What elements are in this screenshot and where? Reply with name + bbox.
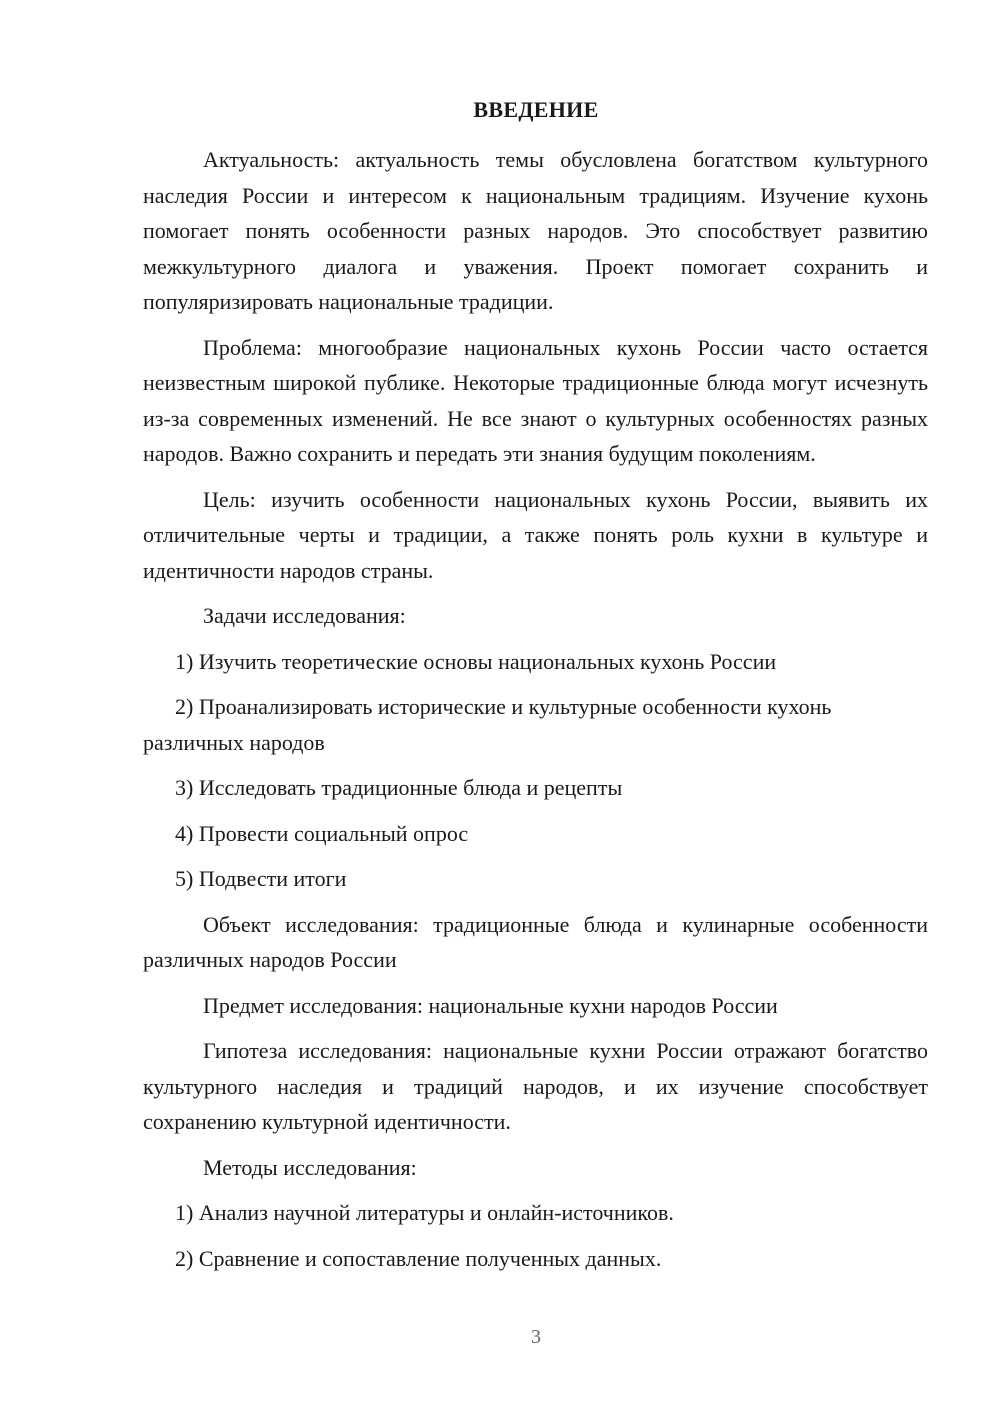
document-body (143, 142, 928, 1286)
goal-paragraph: Цель: изучить особенности национальных кухонь России, выявить их отличительные черты и традиции, а также понять роль кухни в культуре и идентичности народов страны. (143, 486, 928, 583)
tasks-heading: Задачи исследования: (203, 603, 406, 628)
task-item: 4) Провести социальный опрос (175, 820, 469, 846)
task-item: 3) Исследовать традиционные блюда и рецепты (175, 775, 623, 800)
relevance-paragraph: Актуальность: актуальность темы обусловлена богатством культурного наследия России и интересом к национальным традициям. Изучение кухонь помогает понять особенности разных народов. Это способствует развитию межкультурного диалога и уважения. Проект помогает сохранить и популяризировать национальные традиции. (143, 147, 928, 314)
problem-paragraph: Проблема: многообразие национальных кухонь России часто остается неизвестным широкой публике. Некоторые традиционные блюда могут исчезнуть из-за современных изменений. Не все знают о культурных особенностях разных народов. Важно сохранить и передать эти знания будущим поколениям. (143, 334, 928, 466)
page-title: ВВЕДЕНИЕ (473, 97, 599, 122)
subject-paragraph: Предмет исследования: национальные кухни народов России (203, 992, 778, 1018)
method-item: 1) Анализ научной литературы и онлайн-источников. (175, 1200, 674, 1225)
task-item: 1) Изучить теоретические основы национальных кухонь России (175, 648, 777, 674)
method-item: 2) Сравнение и сопоставление полученных данных. (175, 1245, 662, 1271)
object-paragraph: Объект исследования: традиционные блюда и кулинарные особенности различных народов России (143, 911, 928, 972)
page-number: 3 (531, 1326, 541, 1348)
task-item: 2) Проанализировать исторические и культурные особенности кухонь различных народов (143, 694, 832, 755)
hypothesis-paragraph: Гипотеза исследования: национальные кухни России отражают богатство культурного наследия и традиций народов, и их изучение способствует сохранению культурной идентичности. (143, 1038, 928, 1134)
task-item: 5) Подвести итоги (175, 866, 347, 891)
methods-heading: Методы исследования: (203, 1154, 417, 1180)
